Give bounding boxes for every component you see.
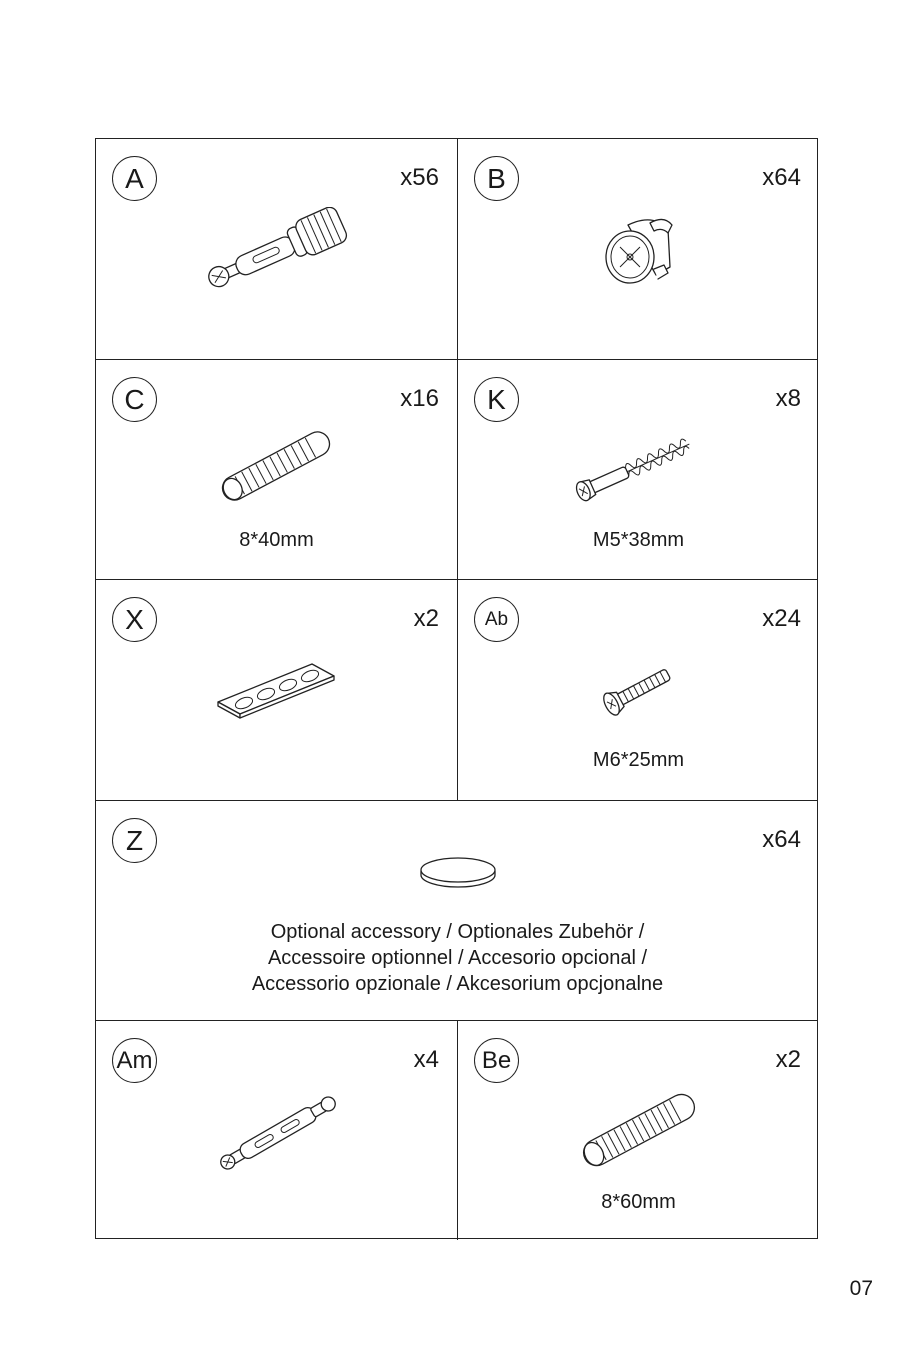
machine-screw-icon: [598, 660, 678, 720]
note-line: Optional accessory / Optionales Zubehör /: [270, 921, 645, 943]
part-cell-ab: [458, 580, 819, 800]
part-quantity: x24: [762, 605, 801, 632]
part-id-badge: Be: [474, 1038, 519, 1083]
part-size: 8*60mm: [601, 1191, 676, 1213]
part-quantity: x2: [413, 605, 439, 632]
part-cell-a: [96, 139, 457, 359]
page-number: 07: [849, 1277, 873, 1300]
part-size: 8*40mm: [239, 529, 314, 551]
part-cell-x: [96, 580, 457, 800]
part-size: M5*38mm: [592, 529, 685, 551]
part-id-badge: Am: [112, 1038, 157, 1083]
part-cell-be: [458, 1021, 819, 1240]
double-cam-bolt-icon: [208, 1089, 348, 1177]
part-quantity: x64: [762, 164, 801, 191]
part-id-badge: Z: [112, 818, 157, 863]
wooden-dowel-icon: [211, 426, 341, 506]
part-quantity: x2: [775, 1046, 801, 1073]
part-cell-am: [96, 1021, 457, 1240]
part-quantity: x16: [400, 385, 439, 412]
part-cell-k: [458, 360, 819, 579]
spring-screw-icon: [570, 426, 710, 506]
part-id-badge: Ab: [474, 597, 519, 642]
part-id-badge: C: [112, 377, 157, 422]
parts-grid: [95, 138, 818, 1239]
cam-bolt-icon: [194, 207, 364, 297]
note-line: Accessoire optionnel / Accesorio opcional /: [267, 947, 648, 969]
part-id-badge: B: [474, 156, 519, 201]
note-line: Accessorio opzionale / Akcesorium opcjonalne: [251, 973, 664, 995]
part-cell-z: [96, 801, 819, 1020]
connector-plate-icon: [214, 656, 340, 726]
wooden-dowel-long-icon: [574, 1085, 704, 1175]
part-quantity: x64: [762, 826, 801, 853]
part-id-badge: A: [112, 156, 157, 201]
part-quantity: x8: [775, 385, 801, 412]
part-id-badge: X: [112, 597, 157, 642]
part-size: M6*25mm: [592, 749, 685, 771]
optional-accessory-note: [96, 919, 819, 997]
part-quantity: x4: [413, 1046, 439, 1073]
part-cell-c: [96, 360, 457, 579]
part-cell-b: [458, 139, 819, 359]
part-id-badge: K: [474, 377, 519, 422]
cam-lock-nut-icon: [598, 215, 688, 287]
part-quantity: x56: [400, 164, 439, 191]
felt-pad-icon: [418, 853, 498, 889]
